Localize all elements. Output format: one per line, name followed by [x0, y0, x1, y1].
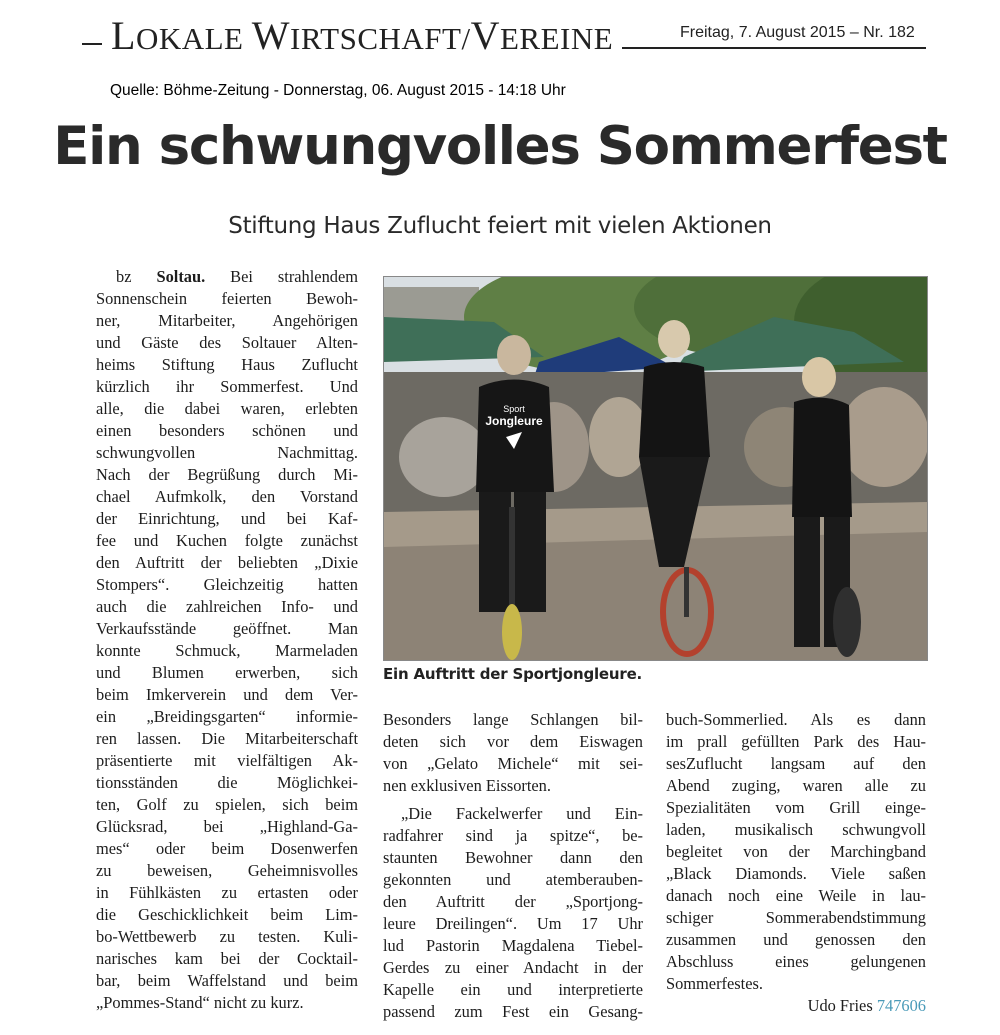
article-photo	[383, 276, 928, 661]
text-line: ein „Breidingsgarten“ informie-	[96, 707, 358, 726]
text-line: passend zum Fest ein Gesang-	[383, 1002, 643, 1021]
text-line: Gerdes zu einer Andacht in der	[383, 958, 643, 977]
text-line: nen exklusiven Eissorten.	[383, 776, 551, 795]
text-line: danach noch eine Weile in lau-	[666, 886, 926, 905]
text-line: „Pommes-Stand“ nicht zu kurz.	[96, 993, 304, 1012]
section-title	[111, 13, 614, 58]
text-line: und Blumen erwerben, sich	[96, 663, 358, 682]
text-line: zusammen und genossen den	[666, 930, 926, 949]
photo-caption: Ein Auftritt der Sportjongleure.	[383, 665, 643, 683]
text-line: im prall gefüllten Park des Hau-	[666, 732, 926, 751]
text-line: alle, die dabei waren, erlebten	[96, 399, 358, 418]
byline-author: Udo Fries	[807, 996, 877, 1015]
text-line: schwungvollen Nachmittag.	[96, 443, 358, 462]
text-line: radfahrer sind ja spitze“, be-	[383, 826, 643, 845]
text-line: Verkaufsstände geöffnet. Man	[96, 619, 358, 638]
text-line: der Einrichtung, und bei Kaf-	[96, 509, 358, 528]
text-line: und Gäste des Soltauer Alten-	[96, 333, 358, 352]
dateline-place: Soltau.	[156, 267, 206, 286]
header-rule-left	[82, 43, 102, 45]
text-line: auch die zahlreichen Info- und	[96, 597, 358, 616]
text-line: zu beweisen, Geheimnisvolles	[96, 861, 358, 880]
text-line: ten, Golf zu spielen, sich beim	[96, 795, 358, 814]
paragraph	[383, 709, 643, 797]
text-line: Stompers“. Gleichzeitig hatten	[96, 575, 358, 594]
shirt-text-bottom: Jongleure	[485, 414, 543, 428]
text-line: leure Dreilingen“. Um 17 Uhr	[383, 914, 643, 933]
text-line: ner, Mitarbeiter, Angehörigen	[96, 311, 358, 330]
text-line: Sonnenschein feierten Bewoh-	[96, 289, 358, 308]
text-line: die Geschicklichkeit beim Lim-	[96, 905, 358, 924]
text-line: deten sich vor dem Eiswagen	[383, 732, 643, 751]
source-line: Quelle: Böhme-Zeitung - Donnerstag, 06. August 2015 - 14:18 Uhr	[110, 82, 566, 99]
text-line: staunten Bewohner dann den	[383, 848, 643, 867]
text-line: fee und Kuchen folgte zunächst	[96, 531, 358, 550]
byline-code: 747606	[876, 996, 926, 1015]
text-line: Kapelle ein und interpretierte	[383, 980, 643, 999]
section-title-initial: W	[251, 13, 290, 58]
text-line: schiger Sommerabendstimmung	[666, 908, 926, 927]
article-column-2	[383, 709, 643, 1023]
text-line: den Auftritt der beliebten „Dixie	[96, 553, 358, 572]
text-line: mes“ oder beim Dosenwerfen	[96, 839, 358, 858]
section-title-part: OKALE	[135, 21, 252, 56]
text-line: Abschluss eines gelungenen	[666, 952, 926, 971]
text-line: „Black Diamonds. Viele saßen	[666, 864, 926, 883]
text-line: laden, musikalisch schwungvoll	[666, 820, 926, 839]
text-line: einen besonders schönen und	[96, 421, 358, 440]
headline: Ein schwungvolles Sommerfest	[53, 116, 947, 177]
text-line: konnte Schmuck, Marmeladen	[96, 641, 358, 660]
text-line: gekonnten und atemberauben-	[383, 870, 643, 889]
text-line: lud Pastorin Magdalena Tiebel-	[383, 936, 643, 955]
text-line: bz Soltau. Bei strahlendem	[116, 267, 358, 286]
text-line: bo-Wettbewerb zu testen. Kuli-	[96, 927, 358, 946]
text-line: „Die Fackelwerfer und Ein-	[401, 804, 643, 823]
text-line: begleitet von der Marchingband	[666, 842, 926, 861]
text-line: buch-Sommerlied. Als es dann	[666, 710, 926, 729]
text-line: Spezialitäten vom Grill einge-	[666, 798, 926, 817]
byline	[666, 995, 926, 1017]
section-title-part: IRTSCHAFT/	[290, 21, 471, 56]
text-line: bar, beim Waffelstand und beim	[96, 971, 358, 990]
text-line: narisches kam bei der Cocktail-	[96, 949, 358, 968]
paragraph	[383, 803, 643, 1023]
text-line: tionsständen die Möglichkei-	[96, 773, 358, 792]
text-line: in Fühlkästen zu ertasten oder	[96, 883, 358, 902]
text-line: Glücksrad, bei „Highland-Ga-	[96, 817, 358, 836]
dateline-prefix: bz	[116, 267, 157, 286]
text-line: heims Stiftung Haus Zuflucht	[96, 355, 358, 374]
article-column-3	[666, 709, 926, 1017]
text-line: Besonders lange Schlangen bil-	[383, 710, 643, 729]
section-title-initial: V	[470, 13, 500, 58]
text-line: Nach der Begrüßung durch Mi-	[96, 465, 358, 484]
article-column-1	[96, 266, 358, 1014]
text-line: beim Imkerverein und dem Ver-	[96, 685, 358, 704]
text-line: chael Aufmkolk, den Vorstand	[96, 487, 358, 506]
text-line: präsentierte mit vielfältigen Ak-	[96, 751, 358, 770]
text-line: sesZuflucht langsam auf den	[666, 754, 926, 773]
issue-info: Freitag, 7. August 2015 – Nr. 182	[680, 24, 915, 41]
text-line: Sommerfestes.	[666, 974, 763, 993]
text-line: von „Gelato Michele“ mit sei-	[383, 754, 643, 773]
subheadline: Stiftung Haus Zuflucht feiert mit vielen Aktionen	[228, 213, 772, 239]
shirt-text-top: Sport	[503, 404, 525, 414]
header-rule-right	[622, 47, 926, 49]
section-title-part: EREINE	[499, 21, 614, 56]
text-line: ren lassen. Die Mitarbeiterschaft	[96, 729, 358, 748]
section-title-initial: L	[111, 13, 136, 58]
text-line: Abend zuging, waren alle zu	[666, 776, 926, 795]
text-line: den Auftritt der „Sportjong-	[383, 892, 643, 911]
text-line: kürzlich ihr Sommerfest. Und	[96, 377, 358, 396]
